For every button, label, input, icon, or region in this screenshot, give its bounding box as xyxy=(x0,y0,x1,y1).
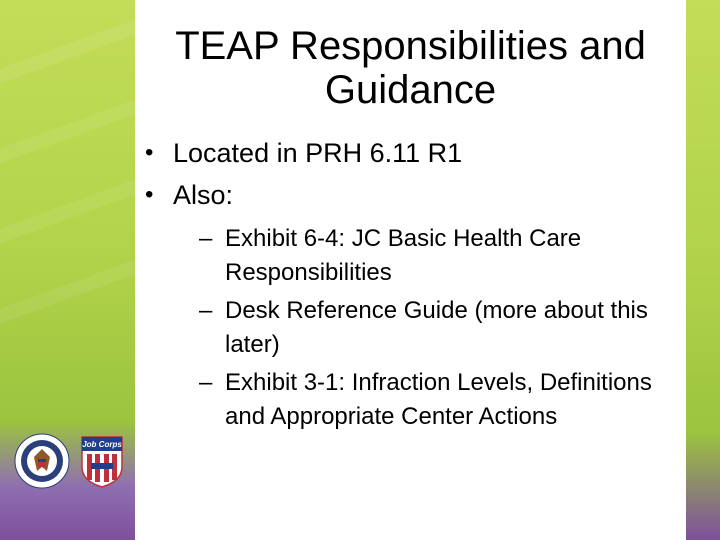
sub-bullet-item xyxy=(199,294,669,362)
bullet-text: Also: xyxy=(173,180,234,210)
sub-bullet-item xyxy=(199,222,669,290)
slide-content xyxy=(135,0,686,540)
sub-bullet-item xyxy=(199,366,669,434)
dash-glyph: – xyxy=(199,225,213,252)
sub-bullet-text: Exhibit 6-4: JC Basic Health Care Responsibilities xyxy=(225,225,582,286)
dol-seal-icon xyxy=(14,433,70,489)
dash-glyph: – xyxy=(199,297,213,324)
job-corps-logo-text: Job Corps xyxy=(82,440,122,449)
sub-bullet-text: Exhibit 3-1: Infraction Levels, Definitions and Appropriate Center Actions xyxy=(225,369,652,430)
bullet-list xyxy=(135,132,686,216)
slide-title: TEAP Responsibilities and Guidance xyxy=(175,24,646,112)
sub-bullet-list xyxy=(199,222,669,438)
job-corps-logo-icon xyxy=(76,433,128,489)
bullet-glyph: • xyxy=(145,181,154,208)
bullet-glyph: • xyxy=(145,139,154,166)
dash-glyph: – xyxy=(199,369,213,396)
bullet-item xyxy=(135,174,686,216)
bullet-item xyxy=(135,132,686,174)
left-decorative-panel xyxy=(0,0,135,540)
sub-bullet-text: Desk Reference Guide (more about this later) xyxy=(225,297,648,358)
bullet-text: Located in PRH 6.11 R1 xyxy=(173,138,463,168)
right-decorative-strip xyxy=(686,0,720,540)
